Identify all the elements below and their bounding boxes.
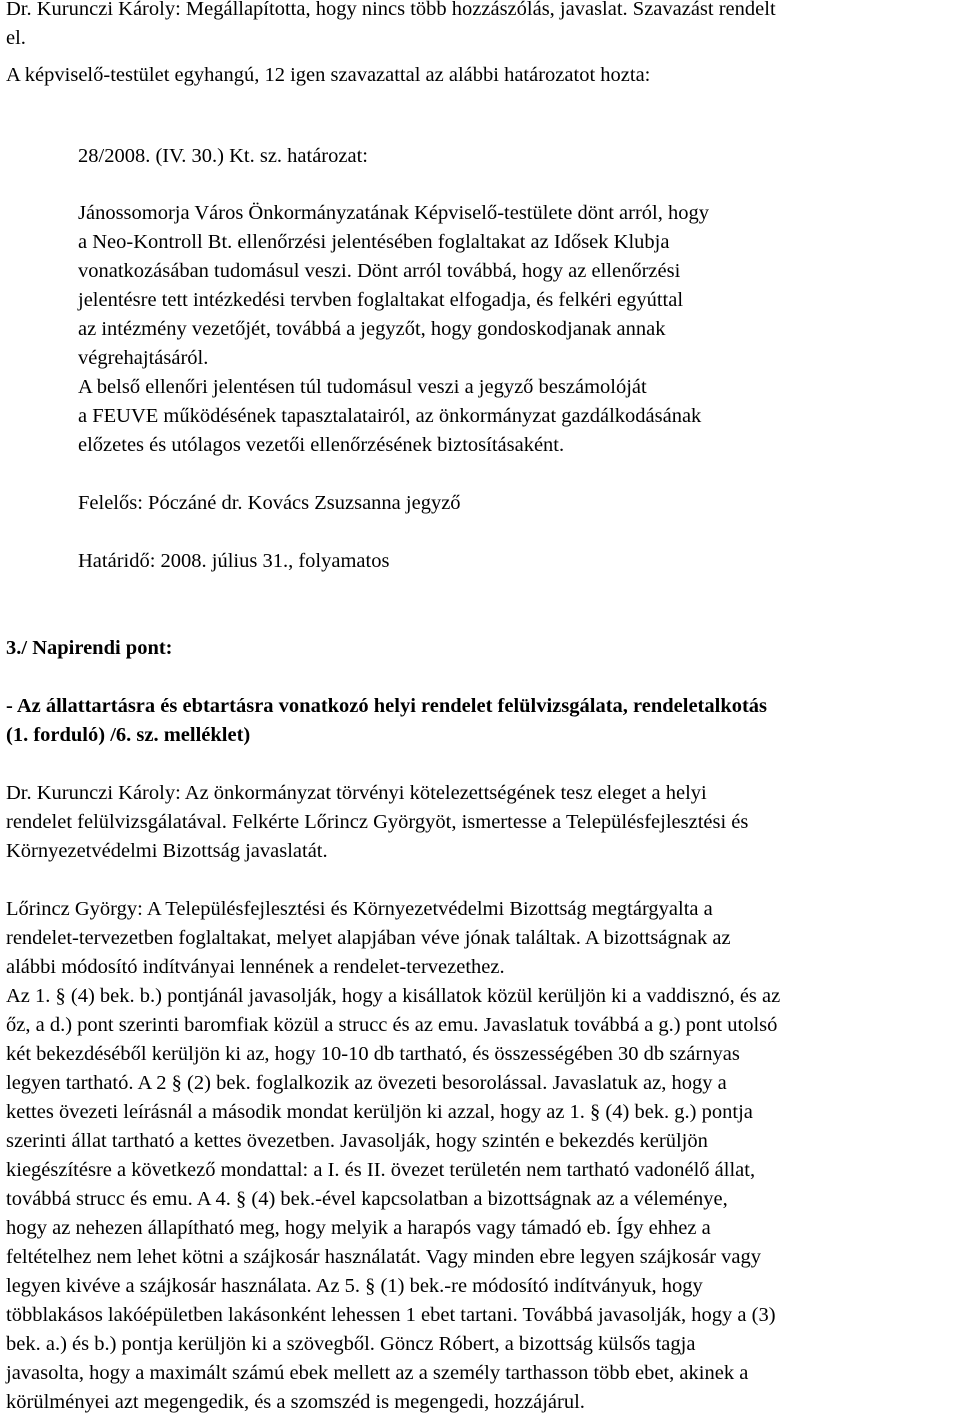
resolution-line-3: vonatkozásában tudomásul veszi. Dönt arról továbbá, hogy az ellenőrzési	[78, 260, 681, 282]
deadline: Határidő: 2008. július 31., folyamatos	[78, 550, 390, 572]
paragraph-4-line-14: legyen kivéve a szájkosár használata. Az 5. § (1) bek.-re módosító indítványuk, hogy	[6, 1275, 703, 1297]
resolution-line-7: A belső ellenőri jelentésen túl tudomásul veszi a jegyző beszámolóját	[78, 376, 647, 398]
paragraph-1-line-2: el.	[6, 27, 26, 49]
paragraph-4-line-6: két bekezdéséből kerüljön ki az, hogy 10-10 db tartható, és összességében 30 db szárnyas	[6, 1043, 740, 1065]
paragraph-3-line-1: Dr. Kurunczi Károly: Az önkormányzat törvényi kötelezettségének tesz eleget a helyi	[6, 782, 707, 804]
paragraph-4-line-16: bek. a.) és b.) pontja kerüljön ki a szövegből. Göncz Róbert, a bizottság külsős tagja	[6, 1333, 696, 1355]
resolution-line-8: a FEUVE működésének tapasztalatairól, az önkormányzat gazdálkodásának	[78, 405, 702, 427]
paragraph-4-line-10: kiegészítésre a következő mondattal: a I. és II. övezet területén nem tartható vadonélő állat,	[6, 1159, 756, 1181]
paragraph-4-line-8: kettes övezeti leírásnál a második mondat kerüljön ki azzal, hogy az 1. § (4) bek. g.) pontja	[6, 1101, 753, 1123]
paragraph-4-line-15: többlakásos lakóépületben lakásonként lehessen 1 ebet tartani. Továbbá javasolják, hogy a (3)	[6, 1304, 776, 1326]
paragraph-4-line-5: őz, a d.) pont szerinti baromfiak közül a strucc és az emu. Javaslatuk továbbá a g.) pont utolsó	[6, 1014, 778, 1036]
paragraph-4-line-17: javasolta, hogy a maximált számú ebek mellett az a személy tarthasson több ebet, akinek a	[6, 1362, 749, 1384]
paragraph-4-line-18: körülményei azt megengedik, és a szomszéd is megengedi, hozzájárul.	[6, 1391, 585, 1413]
responsible-person: Felelős: Póczáné dr. Kovács Zsuzsanna jegyző	[78, 492, 461, 514]
resolution-line-1: Jánossomorja Város Önkormányzatának Képviselő-testülete dönt arról, hogy	[78, 202, 709, 224]
paragraph-4-line-13: feltételhez nem lehet kötni a szájkosár használatát. Vagy minden ebre legyen szájkosár vagy	[6, 1246, 761, 1268]
paragraph-3-line-2: rendelet felülvizsgálatával. Felkérte Lőrincz Györgyöt, ismertesse a Településfejlesztési és	[6, 811, 749, 833]
resolution-line-4: jelentésre tett intézkedési tervben foglaltakat elfogadja, és felkéri egyúttal	[78, 289, 684, 311]
paragraph-3-line-3: Környezetvédelmi Bizottság javaslatát.	[6, 840, 328, 862]
paragraph-4-line-3: alábbi módosító indítványai lennének a rendelet-tervezethez.	[6, 956, 505, 978]
paragraph-4-line-7: legyen tartható. A 2 § (2) bek. foglalkozik az övezeti besorolással. Javaslatuk az, hogy a	[6, 1072, 727, 1094]
paragraph-4-line-1: Lőrincz György: A Településfejlesztési és Környezetvédelmi Bizottság megtárgyalta a	[6, 898, 713, 920]
resolution-line-6: végrehajtásáról.	[78, 347, 209, 369]
paragraph-4-line-2: rendelet-tervezetben foglaltakat, melyet alapjában véve jónak találtak. A bizottságnak az	[6, 927, 731, 949]
paragraph-4-line-9: szerinti állat tartható a kettes övezetben. Javasolják, hogy szintén e bekezdés kerüljön	[6, 1130, 708, 1152]
resolution-line-5: az intézmény vezetőjét, továbbá a jegyzőt, hogy gondoskodjanak annak	[78, 318, 666, 340]
agenda-title-line-1: - Az állattartásra és ebtartásra vonatkozó helyi rendelet felülvizsgálata, rendeletalkotás	[6, 695, 768, 717]
resolution-number: 28/2008. (IV. 30.) Kt. sz. határozat:	[78, 145, 368, 167]
vote-result-text: A képviselő-testület egyhangú, 12 igen szavazattal az alábbi határozatot hozta:	[6, 64, 651, 86]
agenda-title-line-2: (1. forduló) /6. sz. melléklet)	[6, 724, 251, 746]
paragraph-1-line-1: Dr. Kurunczi Károly: Megállapította, hogy nincs több hozzászólás, javaslat. Szavazást rendelt	[6, 0, 776, 20]
paragraph-4-line-12: hogy az nehezen állapítható meg, hogy melyik a harapós vagy támadó eb. Így ehhez a	[6, 1217, 711, 1239]
resolution-line-9: előzetes és utólagos vezetői ellenőrzésének biztosításaként.	[78, 434, 565, 456]
resolution-line-2: a Neo-Kontroll Bt. ellenőrzési jelentésében foglaltakat az Idősek Klubja	[78, 231, 670, 253]
agenda-heading: 3./ Napirendi pont:	[6, 637, 173, 659]
paragraph-4-line-4: Az 1. § (4) bek. b.) pontjánál javasolják, hogy a kisállatok közül kerüljön ki a vaddisznó, és az	[6, 985, 781, 1007]
paragraph-4-line-11: továbbá strucc és emu. A 4. § (4) bek.-ével kapcsolatban a bizottságnak az a véleménye,	[6, 1188, 728, 1210]
